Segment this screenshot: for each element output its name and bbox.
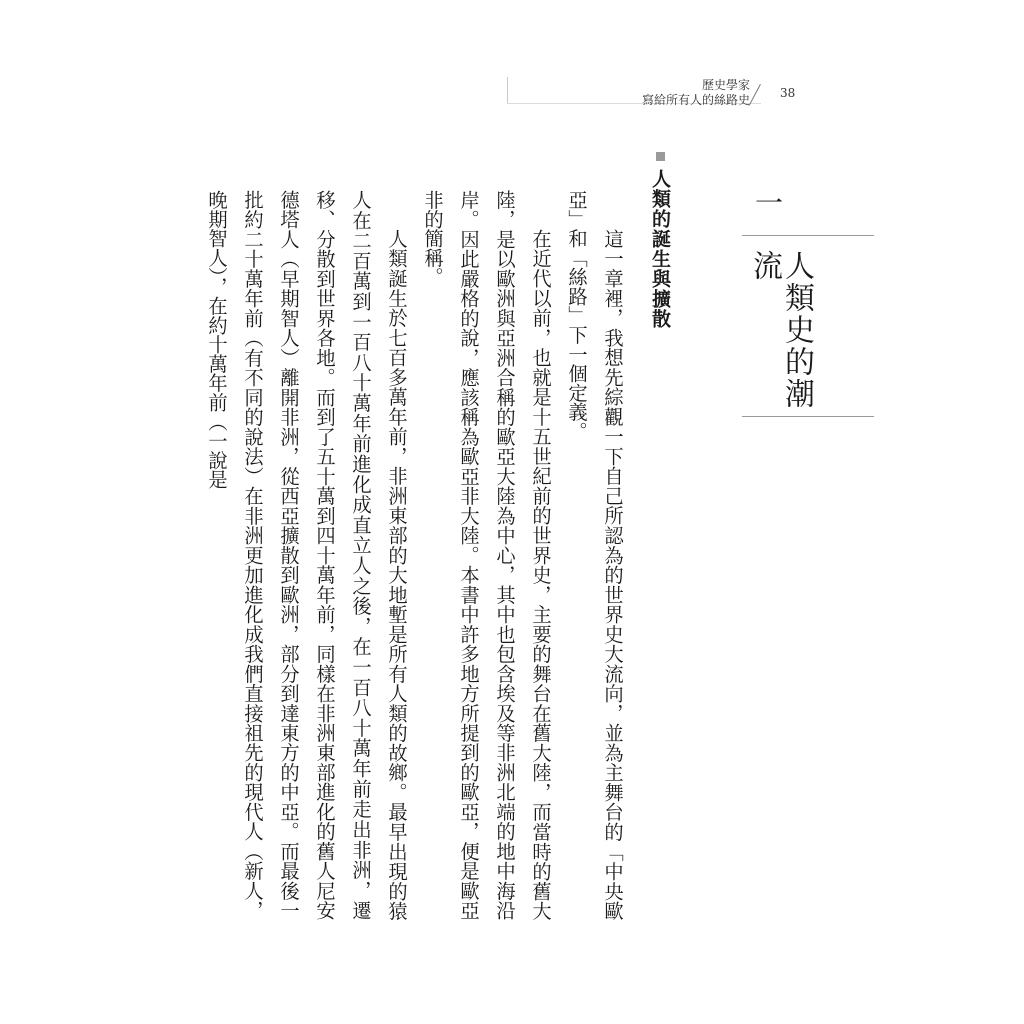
paragraph: 這一章裡，我想先綜觀一下自己所認為的世界史大流向，並為主舞台的「中央歐亞」和「絲路」下一個定義。: [565, 190, 624, 920]
header-divider: [507, 77, 508, 103]
book-title-line1: 歷史學家: [701, 78, 750, 92]
section-title: 人類的誕生與擴散: [649, 169, 671, 329]
section-heading: [648, 152, 672, 342]
chapter-rule-top: [742, 235, 874, 236]
page-number: 38: [780, 86, 796, 100]
chapter-number: 一: [751, 188, 784, 216]
body-text: [205, 190, 630, 920]
running-head: [510, 78, 750, 108]
paragraph: 在近代以前，也就是十五世紀前的世界史，主要的舞台在舊大陸，而當時的舊大陸，是以歐洲與亞洲合稱的歐亞大陸為中心，其中也包含埃及等非洲北端的地中海沿岸。因此嚴格的說，應該稱為歐亞非大陸。本書中許多地方所提到的歐亞，便是歐亞非的簡稱。: [421, 190, 552, 920]
section-marker-icon: [656, 152, 665, 161]
paragraph: 人類誕生於七百多萬年前，非洲東部的大地塹是所有人類的故鄉。最早出現的猿人在二百萬到一百八十萬年前進化成直立人之後，在一百八十萬年前走出非洲，遷移、分散到世界各地。而到了五十萬到四十萬年前，同樣在非洲東部進化的舊人尼安德塔人（早期智人）離開非洲，從西亞擴散到歐洲，部分到達東方的中亞。而最後一批約二十萬年前（有不同的說法）在非洲更加進化成我們直接祖先的現代人（新人，晚期智人），在約十萬年前（一說是: [205, 190, 408, 920]
book-title-line2: 寫給所有人的絲路史: [641, 93, 750, 107]
chapter-title: 人類史的潮流: [747, 250, 814, 410]
